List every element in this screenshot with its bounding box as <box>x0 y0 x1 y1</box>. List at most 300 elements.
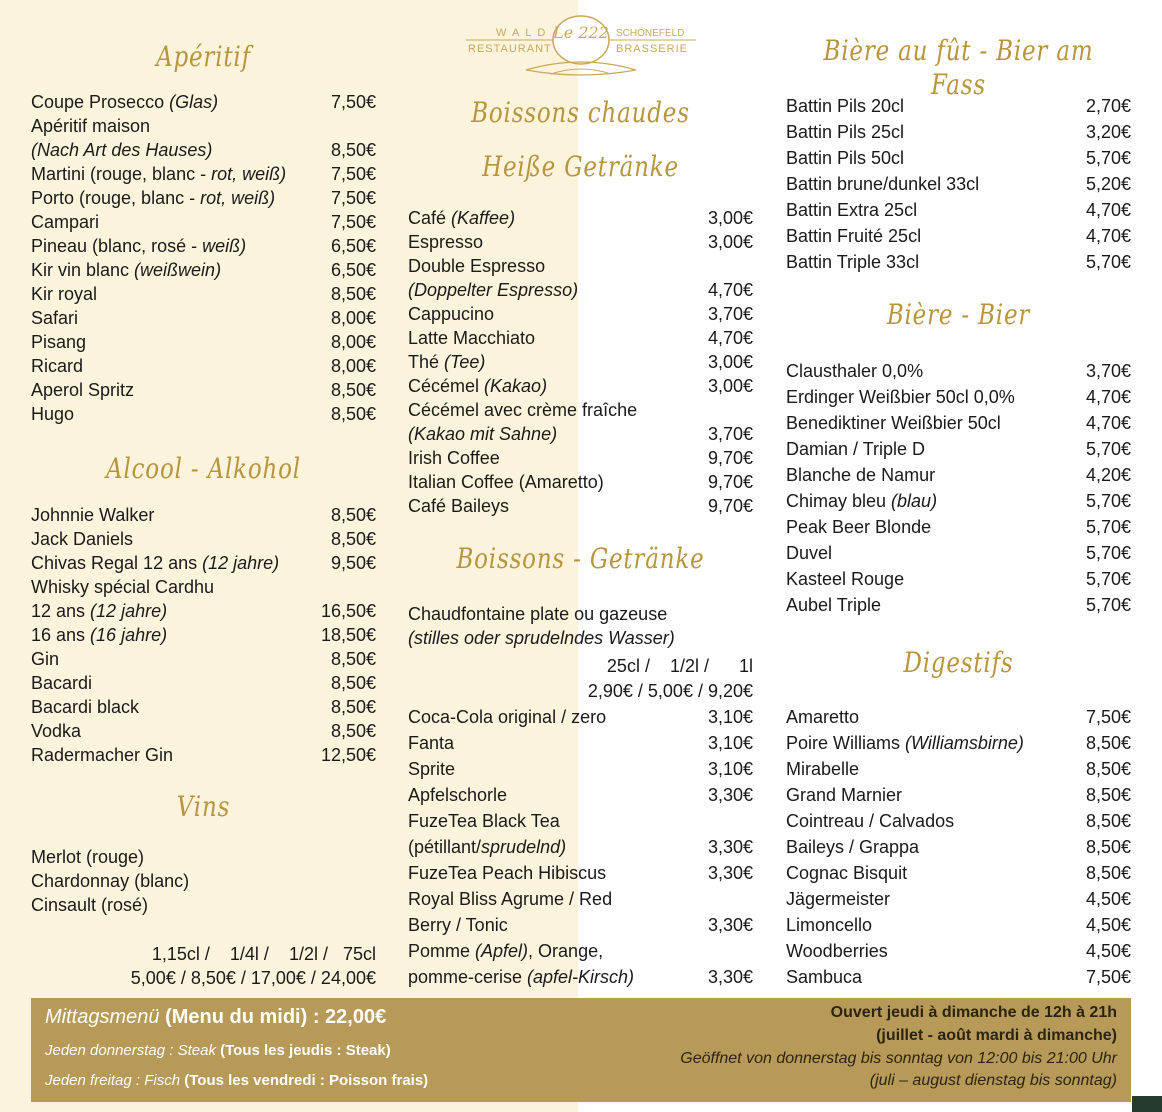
menu-item <box>408 302 753 326</box>
restaurant-logo <box>466 14 696 84</box>
item-label: Sprite <box>408 759 456 779</box>
item-label: Aubel Triple <box>786 595 882 615</box>
menu-item <box>408 835 753 859</box>
menu-item <box>786 120 1131 144</box>
item-label: Fanta <box>408 733 455 753</box>
menu-item <box>31 210 376 234</box>
menu-item-name <box>786 887 890 911</box>
menu-item-name <box>408 350 485 374</box>
item-extra: , Orange, <box>528 941 604 961</box>
menu-item-name <box>31 503 154 527</box>
menu-item-price: 8,00€ <box>330 356 376 376</box>
item-label: Grand Marnier <box>786 785 903 805</box>
menu-item-name <box>786 198 917 222</box>
menu-item-name <box>408 835 566 859</box>
menu-item <box>786 965 1131 989</box>
wine-item: Merlot (rouge) <box>31 847 145 867</box>
item-label: Johnnie Walker <box>31 505 155 525</box>
item-note: (12 jahre) <box>202 553 280 573</box>
menu-item <box>408 783 753 807</box>
item-label: Aperol Spritz <box>31 380 135 400</box>
item-label: Battin brune/dunkel 33cl <box>786 174 980 194</box>
item-label: Cécémel avec crème fraîche <box>408 400 638 420</box>
item-label: Battin Fruité 25cl <box>786 226 922 246</box>
menu-item-name <box>408 398 637 422</box>
menu-item <box>786 489 1131 513</box>
menu-item <box>31 599 376 623</box>
heading-heisse-getraenke: Heiße Getränke <box>482 150 679 183</box>
item-label: Pomme <box>408 941 476 961</box>
item-label: Damian / Triple D <box>786 439 926 459</box>
menu-item <box>786 809 1131 833</box>
item-label: Latte Macchiato <box>408 328 536 348</box>
menu-item-name <box>408 861 606 885</box>
menu-item-price: 4,70€ <box>1085 200 1131 220</box>
item-label: Apfelschorle <box>408 785 508 805</box>
thursday-special <box>45 1042 391 1059</box>
menu-item <box>31 258 376 282</box>
lunch-menu-de: Mittagsmenü <box>45 1006 166 1028</box>
menu-item-name <box>786 437 925 461</box>
menu-item-name <box>408 783 507 807</box>
menu-item-name <box>786 913 872 937</box>
water-sizes: 25cl / 1/2l / 1l <box>606 656 753 676</box>
water-label: Chaudfontaine plate ou gazeuse <box>408 604 668 624</box>
menu-item-price: 4,70€ <box>707 280 753 300</box>
item-label: (pétillant/ <box>408 837 482 857</box>
item-label: Café Baileys <box>408 496 510 516</box>
menu-item-price: 9,70€ <box>707 496 753 516</box>
menu-item-name <box>408 230 483 254</box>
menu-item <box>786 146 1131 170</box>
menu-item-price: 7,50€ <box>330 164 376 184</box>
item-label: Coca-Cola original / zero <box>408 707 607 727</box>
menu-item <box>408 757 753 781</box>
item-label: Battin Pils 50cl <box>786 148 905 168</box>
heading-digestifs: Digestifs <box>903 646 1014 679</box>
menu-item-price: 7,50€ <box>1085 707 1131 727</box>
item-label: Kasteel Rouge <box>786 569 905 589</box>
item-label: Bacardi black <box>31 697 140 717</box>
item-label: Porto (rouge, blanc - <box>31 188 201 208</box>
item-label: Benediktiner Weißbier 50cl <box>786 413 1001 433</box>
menu-item <box>31 282 376 306</box>
menu-item <box>408 913 753 937</box>
menu-item-name <box>31 354 83 378</box>
item-note: (Doppelter Espresso) <box>408 280 579 300</box>
menu-item-price: 6,50€ <box>330 260 376 280</box>
opening-hours-fr: Ouvert jeudi à dimanche de 12h à 21h <box>830 1004 1117 1021</box>
menu-item-name <box>786 120 904 144</box>
menu-item-price: 5,70€ <box>1085 543 1131 563</box>
menu-item-name <box>408 374 547 398</box>
menu-item-name <box>31 527 133 551</box>
water-note: (stilles oder sprudelndes Wasser) <box>408 628 675 648</box>
menu-item <box>408 374 753 398</box>
menu-item-price: 8,00€ <box>330 308 376 328</box>
menu-item-name <box>31 647 59 671</box>
item-label: Kir vin blanc <box>31 260 135 280</box>
item-note: rot, weiß) <box>200 188 276 208</box>
item-label: Whisky spécial Cardhu <box>31 577 215 597</box>
lunch-menu <box>45 1006 386 1029</box>
menu-item-name <box>786 861 907 885</box>
menu-item <box>31 551 376 575</box>
menu-item-price: 8,00€ <box>330 332 376 352</box>
menu-item-price: 9,50€ <box>330 553 376 573</box>
menu-item-name <box>31 623 167 647</box>
item-label: Clausthaler 0,0% <box>786 361 924 381</box>
menu-item-price: 6,50€ <box>330 236 376 256</box>
menu-item-price: 3,30€ <box>707 915 753 935</box>
menu-item <box>408 206 753 230</box>
menu-item-price: 5,70€ <box>1085 148 1131 168</box>
item-note: (Glas) <box>169 92 219 112</box>
item-note: (blau) <box>891 491 938 511</box>
menu-item <box>31 503 376 527</box>
menu-item-name <box>31 743 173 767</box>
menu-item-price: 8,50€ <box>330 697 376 717</box>
menu-item-name <box>31 258 221 282</box>
menu-item <box>408 470 753 494</box>
menu-item <box>31 330 376 354</box>
menu-item-name <box>408 705 606 729</box>
item-label: Vodka <box>31 721 82 741</box>
heading-biere: Bière - Bier <box>886 298 1031 331</box>
item-label: Campari <box>31 212 100 232</box>
menu-item-price: 8,50€ <box>330 140 376 160</box>
menu-item-price: 3,30€ <box>707 967 753 987</box>
heading-boissons: Boissons - Getränke <box>456 542 705 575</box>
menu-item <box>408 398 753 422</box>
item-note: (12 jahre) <box>90 601 168 621</box>
menu-item-price: 2,70€ <box>1085 96 1131 116</box>
menu-item-name <box>408 809 560 833</box>
menu-item-name <box>786 835 919 859</box>
item-label: Cappucino <box>408 304 495 324</box>
menu-item-name <box>31 234 246 258</box>
logo-schonefeld: SCHÖNEFELD <box>616 28 685 39</box>
item-label: Cointreau / Calvados <box>786 811 955 831</box>
menu-item <box>408 705 753 729</box>
menu-item <box>786 224 1131 248</box>
menu-item-name <box>408 206 515 230</box>
item-label: Sambuca <box>786 967 863 987</box>
menu-item-name <box>31 402 74 426</box>
menu-item-price: 8,50€ <box>1085 837 1131 857</box>
item-note: rot, weiß) <box>211 164 287 184</box>
menu-item <box>31 719 376 743</box>
menu-item-name <box>786 731 1024 755</box>
item-note: weiß) <box>202 236 247 256</box>
opening-summer-de: (juli – august dienstag bis sonntag) <box>869 1072 1117 1089</box>
menu-item-price: 7,50€ <box>330 212 376 232</box>
menu-item <box>786 515 1131 539</box>
menu-item-price: 3,20€ <box>1085 122 1131 142</box>
menu-item-name <box>31 210 99 234</box>
menu-item-name <box>31 114 150 138</box>
item-label: Battin Triple 33cl <box>786 252 920 272</box>
menu-item <box>408 809 753 833</box>
menu-item <box>786 359 1131 383</box>
wine-item: Chardonnay (blanc) <box>31 871 190 891</box>
menu-item-name <box>786 515 931 539</box>
item-label: 16 ans <box>31 625 91 645</box>
item-label: FuzeTea Black Tea <box>408 811 560 831</box>
item-label: Jägermeister <box>786 889 891 909</box>
menu-item-price: 3,30€ <box>707 837 753 857</box>
item-note: (Kaffee) <box>451 208 516 228</box>
heading-alcool: Alcool - Alkohol <box>106 452 301 485</box>
item-label: Battin Pils 25cl <box>786 122 905 142</box>
menu-item-price: 12,50€ <box>320 745 376 765</box>
item-note: (16 jahre) <box>90 625 168 645</box>
menu-item <box>408 326 753 350</box>
menu-item <box>31 186 376 210</box>
menu-item-name <box>786 567 904 591</box>
item-label: Thé <box>408 352 445 372</box>
menu-item <box>408 731 753 755</box>
menu-item-name <box>408 731 454 755</box>
item-label: Chimay bleu <box>786 491 892 511</box>
menu-item-name <box>31 138 212 162</box>
menu-item-price: 8,50€ <box>330 673 376 693</box>
item-note: (Kakao mit Sahne) <box>408 424 558 444</box>
menu-item-price: 7,50€ <box>330 188 376 208</box>
menu-item <box>408 887 753 911</box>
menu-item-price: 3,00€ <box>707 208 753 228</box>
menu-item-price: 3,30€ <box>707 785 753 805</box>
menu-item-name <box>31 186 275 210</box>
item-note: (Apfel) <box>475 941 529 961</box>
menu-item-name <box>408 494 509 518</box>
item-label: Radermacher Gin <box>31 745 174 765</box>
menu-item-price: 5,70€ <box>1085 439 1131 459</box>
item-label: Woodberries <box>786 941 888 961</box>
menu-item-price: 8,50€ <box>1085 759 1131 779</box>
menu-item <box>31 114 376 138</box>
menu-item-name <box>408 757 455 781</box>
menu-item <box>408 494 753 518</box>
menu-item-price: 8,50€ <box>330 380 376 400</box>
opening-summer-fr: (juillet - août mardi à dimanche) <box>876 1027 1117 1044</box>
menu-item-name <box>786 489 937 513</box>
menu-item-price: 8,50€ <box>330 529 376 549</box>
menu-item <box>786 172 1131 196</box>
menu-item-name <box>408 939 603 963</box>
item-label: Espresso <box>408 232 484 252</box>
menu-item-price: 9,70€ <box>707 448 753 468</box>
menu-item <box>31 647 376 671</box>
menu-item-name <box>408 913 508 937</box>
item-label: Pineau (blanc, rosé - <box>31 236 203 256</box>
menu-item-price: 3,10€ <box>707 759 753 779</box>
menu-item-price: 16,50€ <box>320 601 376 621</box>
menu-item-price: 5,70€ <box>1085 491 1131 511</box>
item-label: Chivas Regal 12 ans <box>31 553 203 573</box>
thursday-de: Jeden donnerstag : Steak <box>45 1042 221 1059</box>
menu-item-price: 8,50€ <box>1085 733 1131 753</box>
lunch-menu-fr: (Menu du midi) : 22,00€ <box>165 1006 387 1028</box>
menu-item-price: 3,30€ <box>707 863 753 883</box>
menu-item-price: 5,70€ <box>1085 595 1131 615</box>
menu-item-name <box>408 887 612 911</box>
menu-item-name <box>786 705 859 729</box>
logo-wald: WALD <box>496 27 552 39</box>
menu-item-price: 3,00€ <box>707 352 753 372</box>
menu-item-name <box>31 551 279 575</box>
menu-item-name <box>31 330 86 354</box>
menu-item-name <box>408 422 557 446</box>
item-label: Duvel <box>786 543 833 563</box>
item-label: FuzeTea Peach Hibiscus <box>408 863 607 883</box>
menu-item-price: 7,50€ <box>1085 967 1131 987</box>
item-label: Mirabelle <box>786 759 860 779</box>
item-label: Hugo <box>31 404 75 424</box>
menu-item-name <box>786 385 1015 409</box>
menu-item-name <box>31 306 78 330</box>
heading-vins: Vins <box>176 790 231 823</box>
menu-item <box>408 422 753 446</box>
menu-item <box>408 254 753 278</box>
menu-item-name <box>786 541 832 565</box>
menu-item <box>786 463 1131 487</box>
heading-boissons-chaudes: Boissons chaudes <box>471 96 690 129</box>
menu-item <box>31 527 376 551</box>
item-label: Peak Beer Blonde <box>786 517 932 537</box>
menu-item <box>31 695 376 719</box>
item-label: Berry / Tonic <box>408 915 508 935</box>
menu-item-name <box>786 359 923 383</box>
menu-item-price: 4,20€ <box>1085 465 1131 485</box>
item-label: Poire Williams <box>786 733 906 753</box>
item-label: Pisang <box>31 332 87 352</box>
item-label: Kir royal <box>31 284 98 304</box>
menu-item <box>31 162 376 186</box>
item-label: Battin Extra 25cl <box>786 200 918 220</box>
item-label: Gin <box>31 649 60 669</box>
menu-item-price: 5,70€ <box>1085 569 1131 589</box>
menu-item <box>786 385 1131 409</box>
menu-item <box>408 446 753 470</box>
menu-item-name <box>31 719 81 743</box>
menu-item-name <box>786 757 859 781</box>
item-label: Martini (rouge, blanc - <box>31 164 212 184</box>
item-label: Cognac Bisquit <box>786 863 908 883</box>
item-label: Cécémel <box>408 376 485 396</box>
footer-banner <box>31 998 1131 1102</box>
item-note: (Williamsbirne) <box>905 733 1024 753</box>
menu-item-name <box>31 599 167 623</box>
item-label: Erdinger Weißbier 50cl 0,0% <box>786 387 1015 407</box>
menu-item-name <box>408 965 634 989</box>
menu-item <box>31 306 376 330</box>
menu-item <box>786 705 1131 729</box>
menu-item-price: 3,70€ <box>1085 361 1131 381</box>
menu-item-name <box>786 94 904 118</box>
menu-item <box>31 90 376 114</box>
menu-item-name <box>786 809 954 833</box>
menu-item <box>408 861 753 885</box>
logo-brasserie: BRASSERIE <box>616 43 688 55</box>
menu-item-name <box>786 411 1001 435</box>
menu-item-price: 5,20€ <box>1085 174 1131 194</box>
menu-item <box>31 575 376 599</box>
item-label: Irish Coffee <box>408 448 500 468</box>
item-label: Baileys / Grappa <box>786 837 920 857</box>
menu-item-price: 8,50€ <box>330 404 376 424</box>
menu-item-price: 4,70€ <box>1085 226 1131 246</box>
menu-item-price: 8,50€ <box>1085 811 1131 831</box>
menu-item-name <box>31 282 97 306</box>
thursday-fr: (Tous les jeudis : Steak) <box>220 1042 391 1059</box>
menu-item-name <box>408 302 494 326</box>
menu-item <box>786 94 1131 118</box>
heading-biere-fut: Bière au fût - Bier am Fass <box>823 34 1094 101</box>
item-label: Café <box>408 208 452 228</box>
item-label: Jack Daniels <box>31 529 134 549</box>
menu-item-price: 9,70€ <box>707 472 753 492</box>
item-label: Ricard <box>31 356 84 376</box>
item-note: (Nach Art des Hauses) <box>31 140 213 160</box>
logo-restaurant: RESTAURANT <box>468 43 552 55</box>
item-label: Safari <box>31 308 79 328</box>
menu-item-price: 4,70€ <box>707 328 753 348</box>
menu-item-name <box>786 250 919 274</box>
menu-item-name <box>408 278 578 302</box>
menu-item-price: 3,10€ <box>707 733 753 753</box>
item-label: Apéritif maison <box>31 116 151 136</box>
logo-center: Le 222 <box>553 23 609 42</box>
menu-item-name <box>408 326 535 350</box>
menu-item <box>786 835 1131 859</box>
menu-item-name <box>408 470 604 494</box>
item-note: (apfel-Kirsch) <box>527 967 635 987</box>
wine-sizes: 1,15cl / 1/4l / 1/2l / 75cl <box>151 944 376 964</box>
menu-item-name <box>31 695 139 719</box>
menu-item-name <box>786 939 888 963</box>
item-label: Double Espresso <box>408 256 546 276</box>
item-label: Battin Pils 20cl <box>786 96 905 116</box>
menu-item <box>786 731 1131 755</box>
menu-item-name <box>31 162 286 186</box>
menu-item-price: 3,00€ <box>707 232 753 252</box>
item-label: Bacardi <box>31 673 93 693</box>
menu-item <box>31 623 376 647</box>
menu-item <box>786 198 1131 222</box>
menu-item-price: 3,70€ <box>707 424 753 444</box>
menu-item <box>786 887 1131 911</box>
menu-item <box>786 861 1131 885</box>
menu-item-price: 8,50€ <box>330 505 376 525</box>
menu-item <box>408 965 753 989</box>
menu-item-price: 7,50€ <box>330 92 376 112</box>
menu-item-price: 5,70€ <box>1085 517 1131 537</box>
menu-item <box>408 939 753 963</box>
wine-item: Cinsault (rosé) <box>31 895 149 915</box>
menu-item <box>786 437 1131 461</box>
menu-item <box>31 671 376 695</box>
menu-item-price: 4,50€ <box>1085 941 1131 961</box>
item-label: Coupe Prosecco <box>31 92 170 112</box>
friday-de: Jeden freitag : Fisch <box>45 1072 185 1089</box>
menu-item <box>408 230 753 254</box>
corner-tab <box>1132 1096 1162 1112</box>
menu-item <box>31 234 376 258</box>
menu-item-price: 8,50€ <box>330 721 376 741</box>
menu-item <box>31 743 376 767</box>
menu-item <box>786 757 1131 781</box>
